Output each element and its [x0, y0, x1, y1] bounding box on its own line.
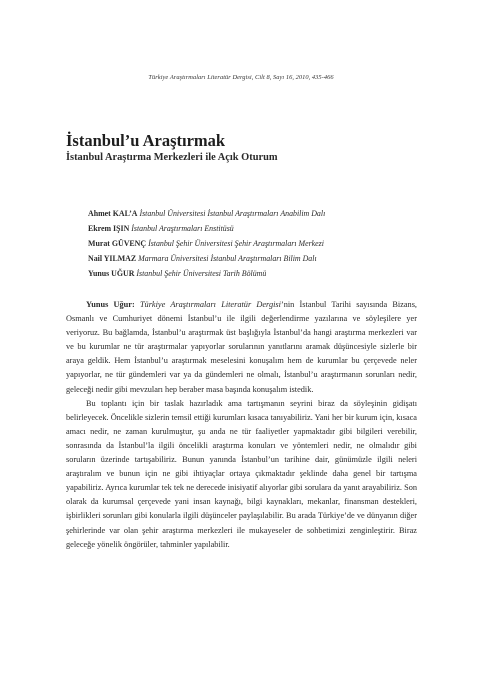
journal-name: Türkiye Araştırmaları Literatür Dergisi [139, 300, 281, 309]
author-name: Ahmet KAL’A [88, 209, 138, 218]
body-paragraph [66, 397, 417, 552]
article-subtitle: İstanbul Araştırma Merkezleri ile Açık Oturum [66, 152, 278, 163]
article-body [66, 298, 417, 552]
paragraph-text: Bu toplantı için bir taslak hazırladık ama tartışmanın seyrini biraz da söyleşinin gidişatı belirleyecek. Öncelikle sizlerin temsil ettiği kurumları kısaca tanıyabiliriz. Yani her bir kurum için, kısaca amacı nedir, ne zaman kurulmuştur, şu anda ne tür faaliyetler yapmaktadır gibi bilgileri verebilir, sonrasında da İstanbul’la ilgili öncelikli araştırma konuları ve yöntemleri nedir, ne olmalıdır gibi soruların üzerinde tartışabiliriz. Bunun yanında İstanbul’un tarihine dair, günümüzle ilgili neleri araştıralım ve bunun için ne gibi ihtiyaçlar ortaya çıkmaktadır şeklinde daha genel bir tartışma yapabiliriz. Ayrıca kurumlar tek tek ne derecede inisiyatif alıyorlar gibi sorulara da yanıt arayabiliriz. Son olarak da kurumsal çerçevede yani insan kaynağı, bilgi kaynakları, mekanlar, finansman destekleri, işbirlikleri sorunları gibi konularla ilgili düşünceler paylaşılabilir. Bu arada Türkiye’de ve dünyanın diğer şehirlerinde var olan şehir araştırma merkezleri ile mukayeseler de sohbetimizi zenginleştirir. Biraz geleceğe yönelik öngörüler, tahminler yapılabilir. [66, 398, 417, 549]
author-affiliation: İstanbul Şehir Üniversitesi Tarih Bölümü [136, 269, 267, 278]
author-entry [88, 251, 325, 266]
author-list [88, 206, 325, 281]
paragraph-text: ’nin İstanbul Tarihi sayısında Bizans, Osmanlı ve Cumhuriyet dönemi İstanbul’u ile ilgili değerlendirme yazılarına ve söyleşilere yer veriyoruz. Bu bağlamda, İstanbul’u araştırmak üst başlığıyla İstanbul’da hangi araştırma merkezleri var ve bu kurumlar ne tür araştırmalar yapıyorlar sorularının yanıtlarını aramak düşüncesiyle sizlerle bir araya geldik. Hem İstanbul’u araştırmak meselesini konuşalım hem de kurumlar bu çerçevede neler yapıyorlar, ne tür gündemleri var ya da gündemleri ne olmalı, İstanbul’u araştırmanın sorunları nedir, geleceği nedir gibi mevzuları hep beraber masa başında konuşalım istedik. [66, 300, 417, 394]
author-affiliation: İstanbul Araştırmaları Enstitüsü [131, 224, 234, 233]
author-name: Ekrem IŞIN [88, 224, 130, 233]
author-affiliation: Marmara Üniversitesi İstanbul Araştırmaları Bilim Dalı [138, 254, 317, 263]
article-title: İstanbul’u Araştırmak [66, 131, 226, 150]
author-affiliation: İstanbul Üniversitesi İstanbul Araştırmaları Anabilim Dalı [139, 209, 326, 218]
speaker-label: Yunus Uğur: [86, 300, 135, 309]
author-name: Murat GÜVENÇ [88, 239, 147, 248]
author-entry [88, 206, 325, 221]
body-paragraph [66, 298, 417, 397]
author-entry [88, 236, 325, 251]
author-entry [88, 266, 325, 281]
author-name: Yunus UĞUR [88, 269, 135, 278]
running-header: Türkiye Araştırmaları Literatür Dergisi, Cilt 8, Sayı 16, 2010, 435-466 [148, 74, 334, 81]
author-entry [88, 221, 325, 236]
author-name: Nail YILMAZ [88, 254, 137, 263]
author-affiliation: İstanbul Şehir Üniversitesi Şehir Araştırmaları Merkezi [148, 239, 324, 248]
